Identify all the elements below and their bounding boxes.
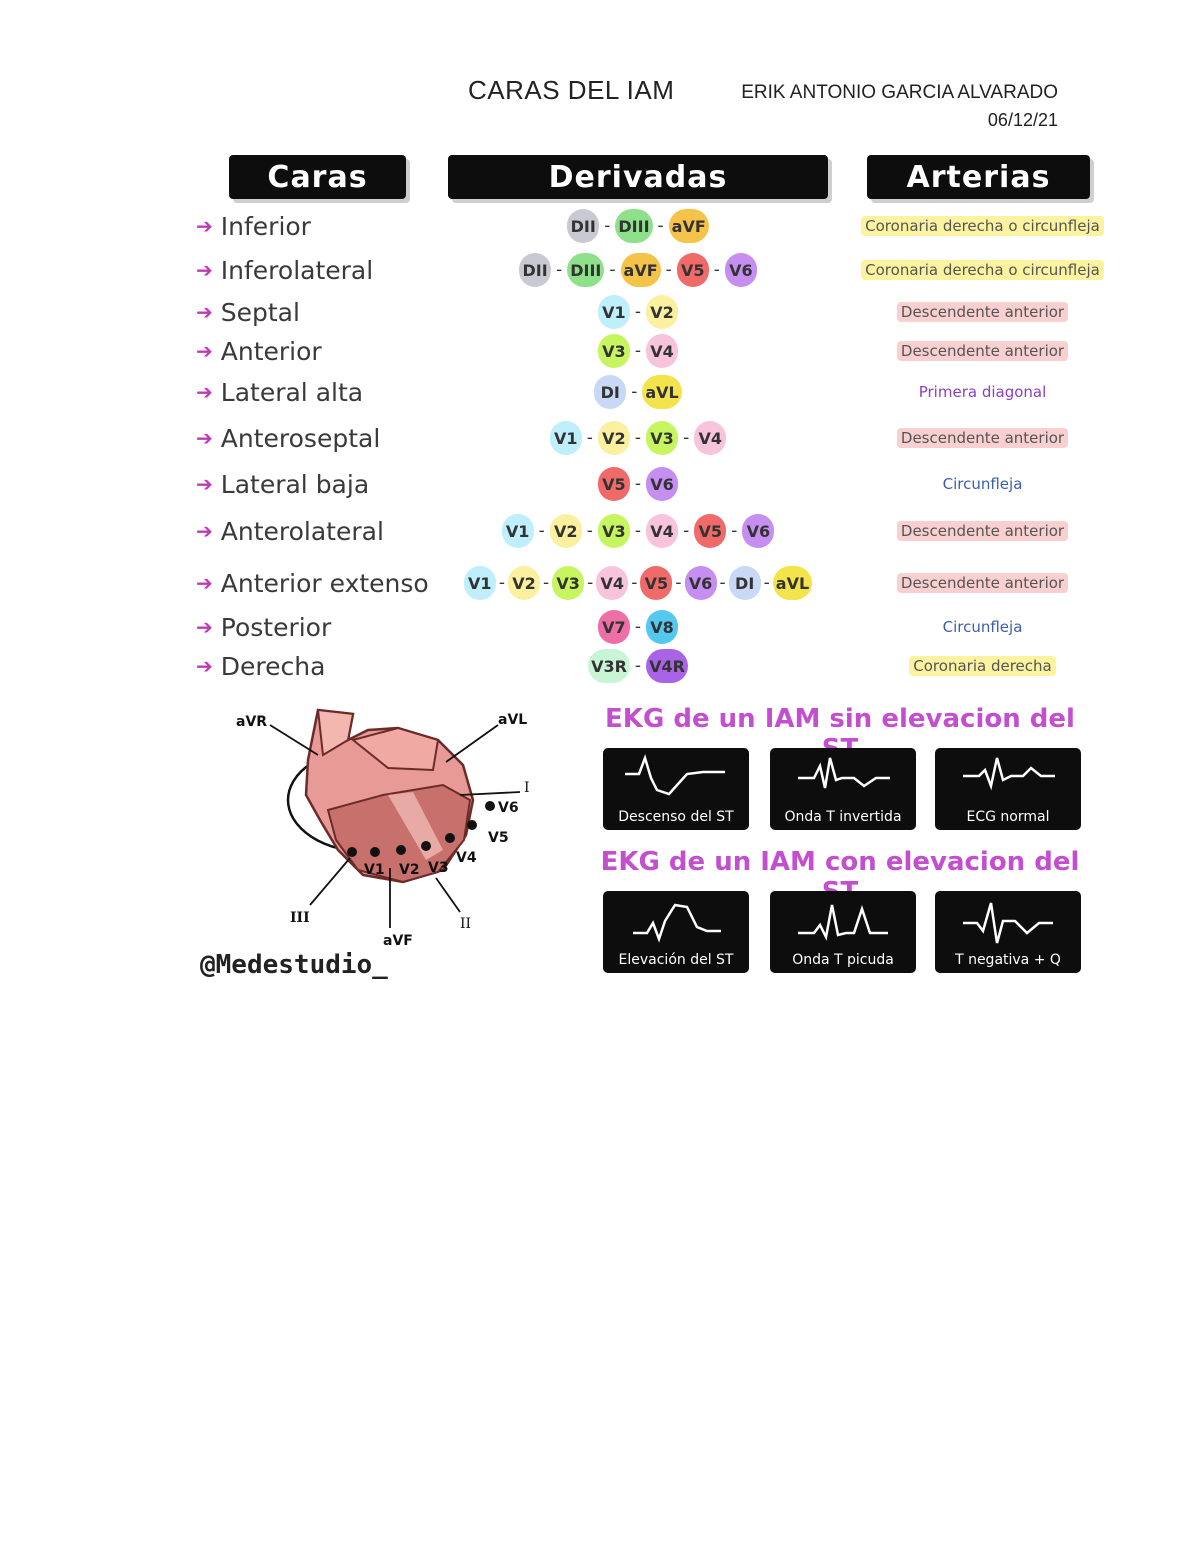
derivadas-cell xyxy=(448,292,828,332)
arrow-right-icon: ➔ xyxy=(196,654,213,678)
lead-badge: V4 xyxy=(596,566,628,600)
lead-separator: - xyxy=(634,302,642,322)
ekg-card-onda-t-picuda xyxy=(770,891,916,973)
arrow-right-icon: ➔ xyxy=(196,426,213,450)
lead-badge: V2 xyxy=(598,421,630,455)
cara-label: Inferolateral xyxy=(220,255,374,285)
lead-badge: aVL xyxy=(642,375,681,409)
arteria-cell xyxy=(845,206,1120,246)
lead-badge: V3R xyxy=(588,649,630,683)
table-row xyxy=(0,607,1200,647)
cara-cell xyxy=(196,418,380,458)
arrow-right-icon: ➔ xyxy=(196,380,213,404)
header-caras: Caras xyxy=(229,155,406,199)
arrow-right-icon: ➔ xyxy=(196,339,213,363)
label-v4: V4 xyxy=(456,850,477,866)
header-arterias: Arterias xyxy=(867,155,1090,199)
derivadas-cell xyxy=(448,372,828,412)
derivadas-cell xyxy=(448,250,828,290)
arrow-right-icon: ➔ xyxy=(196,472,213,496)
label-avr: aVR xyxy=(236,714,268,730)
derivadas-cell xyxy=(448,511,828,551)
ekg-con-elevacion-title: EKG de un IAM con elevacion del xyxy=(600,847,1080,877)
lead-badge: DIII xyxy=(615,209,652,243)
lead-separator: - xyxy=(604,216,611,236)
ekg-label: T negativa + Q xyxy=(955,952,1061,968)
ekg-card-descenso-st xyxy=(603,748,749,830)
cara-label: Anterolateral xyxy=(220,516,384,546)
cara-cell xyxy=(196,607,331,647)
derivadas-cell xyxy=(448,418,828,458)
ekg-card-ecg-normal xyxy=(935,748,1081,830)
arteria-label: Descendente anterior xyxy=(897,521,1068,541)
derivadas-cell xyxy=(448,331,828,371)
lead-badge: V1 xyxy=(550,421,582,455)
lead-separator: - xyxy=(763,573,770,593)
lead-badge: V6 xyxy=(725,253,757,287)
lead-badge: V2 xyxy=(550,514,582,548)
ekg-label: Onda T picuda xyxy=(792,952,894,968)
lead-separator: - xyxy=(683,521,690,541)
cara-label: Lateral alta xyxy=(220,377,364,407)
label-v5: V5 xyxy=(488,830,509,846)
label-avl: aVL xyxy=(498,712,528,728)
arteria-cell xyxy=(845,292,1120,332)
credit-handle: @Medestudio_ xyxy=(200,950,388,980)
lead-badge: V3 xyxy=(552,566,584,600)
lead-badge: V5 xyxy=(598,467,630,501)
arteria-label: Coronaria derecha o circunfleja xyxy=(861,216,1104,236)
lead-badge: V7 xyxy=(598,610,630,644)
cara-cell xyxy=(196,511,384,551)
arteria-cell xyxy=(845,563,1120,603)
ekg-label: ECG normal xyxy=(966,809,1050,825)
lead-separator: - xyxy=(631,573,638,593)
lead-separator: - xyxy=(634,521,642,541)
ekg-label: Descenso del ST xyxy=(618,809,734,825)
table-row xyxy=(0,206,1200,246)
ekg-label: Elevación del ST xyxy=(618,952,734,968)
lead-separator: - xyxy=(634,656,642,676)
ekg-card-t-negativa-q xyxy=(935,891,1081,973)
lead-badge: DI xyxy=(729,566,761,600)
arteria-label: Primera diagonal xyxy=(915,382,1051,402)
arteria-cell xyxy=(845,372,1120,412)
table-row xyxy=(0,464,1200,504)
cara-label: Anteroseptal xyxy=(220,423,381,453)
lead-badge: V8 xyxy=(646,610,678,644)
lead-badge: aVF xyxy=(621,253,661,287)
cara-cell xyxy=(196,292,300,332)
lead-badge: DI xyxy=(594,375,626,409)
lead-badge: V5 xyxy=(677,253,709,287)
arteria-cell xyxy=(845,250,1120,290)
table-row xyxy=(0,418,1200,458)
arrow-right-icon: ➔ xyxy=(196,519,213,543)
arrow-right-icon: ➔ xyxy=(196,571,213,595)
lead-badge: V3 xyxy=(646,421,678,455)
table-row xyxy=(0,372,1200,412)
lead-separator: - xyxy=(731,521,738,541)
arrow-right-icon: ➔ xyxy=(196,300,213,324)
label-v1: V1 xyxy=(364,862,385,878)
arteria-label: Circunfleja xyxy=(939,474,1027,494)
lead-badge: V2 xyxy=(646,295,678,329)
lead-separator: - xyxy=(631,382,638,402)
ekg-card-onda-t-invertida xyxy=(770,748,916,830)
label-iii: III xyxy=(290,910,310,926)
table-row xyxy=(0,250,1200,290)
ekg-sin-elevacion-title: EKG de un IAM sin elevacion del xyxy=(605,704,1075,734)
arteria-cell xyxy=(845,464,1120,504)
lead-badge: V1 xyxy=(464,566,496,600)
lead-badge: V6 xyxy=(646,467,678,501)
lead-separator: - xyxy=(586,521,593,541)
label-v3: V3 xyxy=(428,860,449,876)
cara-label: Posterior xyxy=(220,612,332,642)
cara-cell xyxy=(196,331,322,371)
lead-badge: aVF xyxy=(669,209,709,243)
arteria-label: Coronaria derecha xyxy=(909,656,1055,676)
lead-separator: - xyxy=(542,573,550,593)
lead-separator: - xyxy=(587,573,594,593)
lead-separator: - xyxy=(498,573,505,593)
label-ii: II xyxy=(460,916,472,932)
lead-badge: V3 xyxy=(598,334,630,368)
lead-badge: DII xyxy=(519,253,551,287)
cara-cell xyxy=(196,563,429,603)
lead-badge: V6 xyxy=(742,514,774,548)
cara-label: Lateral baja xyxy=(220,469,370,499)
arteria-cell xyxy=(845,646,1120,686)
cara-cell xyxy=(196,250,373,290)
cara-label: Derecha xyxy=(220,651,326,681)
arteria-label: Descendente anterior xyxy=(897,428,1068,448)
arteria-label: Descendente anterior xyxy=(897,302,1068,322)
lead-badge: V3 xyxy=(598,514,630,548)
arteria-label: Descendente anterior xyxy=(897,341,1068,361)
lead-badge: V6 xyxy=(685,566,717,600)
arteria-label: Descendente anterior xyxy=(897,573,1068,593)
lead-separator: - xyxy=(634,617,642,637)
table-row xyxy=(0,646,1200,686)
table-row xyxy=(0,292,1200,332)
lead-badge: aVL xyxy=(773,566,812,600)
label-i: I xyxy=(524,780,530,796)
cara-cell xyxy=(196,372,363,412)
lead-separator: - xyxy=(634,341,642,361)
label-v2: V2 xyxy=(399,862,420,878)
table-row xyxy=(0,511,1200,551)
lead-badge: V4R xyxy=(646,649,688,683)
label-v6: V6 xyxy=(498,800,519,816)
document-title: CARAS DEL IAM xyxy=(468,75,675,105)
cara-cell xyxy=(196,206,311,246)
header-derivadas: Derivadas xyxy=(448,155,828,199)
lead-badge: V4 xyxy=(646,334,678,368)
cara-cell xyxy=(196,464,369,504)
arrow-right-icon: ➔ xyxy=(196,214,213,238)
document-date: 06/12/21 xyxy=(987,110,1058,130)
lead-separator: - xyxy=(586,428,593,448)
lead-badge: V4 xyxy=(646,514,678,548)
lead-separator: - xyxy=(634,428,642,448)
arrow-right-icon: ➔ xyxy=(196,615,213,639)
label-avf: aVF xyxy=(383,933,413,949)
cara-label: Septal xyxy=(220,297,300,327)
lead-separator: - xyxy=(657,216,664,236)
ekg-card-elevacion-st xyxy=(603,891,749,973)
heart-illustration xyxy=(306,710,473,882)
cara-label: Anterior extenso xyxy=(220,568,429,598)
lead-badge: V4 xyxy=(694,421,726,455)
derivadas-cell xyxy=(448,206,828,246)
lead-badge: V1 xyxy=(502,514,534,548)
lead-separator: - xyxy=(719,573,726,593)
lead-separator: - xyxy=(538,521,545,541)
arteria-cell xyxy=(845,511,1120,551)
derivadas-cell xyxy=(448,646,828,686)
derivadas-cell xyxy=(448,563,828,603)
lead-badge: V2 xyxy=(508,566,540,600)
lead-badge: V5 xyxy=(694,514,726,548)
cara-label: Inferior xyxy=(220,211,311,241)
arrow-right-icon: ➔ xyxy=(196,258,213,282)
cara-label: Anterior xyxy=(220,336,322,366)
lead-separator: - xyxy=(665,260,672,280)
table-row xyxy=(0,563,1200,603)
lead-separator: - xyxy=(556,260,563,280)
lead-badge: DII xyxy=(567,209,599,243)
lead-badge: DIII xyxy=(567,253,604,287)
arteria-label: Coronaria derecha o circunfleja xyxy=(861,260,1104,280)
table-row xyxy=(0,331,1200,371)
lead-separator: - xyxy=(634,474,642,494)
lead-separator: - xyxy=(609,260,616,280)
cara-cell xyxy=(196,646,325,686)
derivadas-cell xyxy=(448,464,828,504)
lead-separator: - xyxy=(713,260,720,280)
lead-badge: V1 xyxy=(598,295,630,329)
lead-separator: - xyxy=(675,573,682,593)
author-name: ERIK ANTONIO GARCIA ALVARADO xyxy=(741,82,1058,103)
arteria-cell xyxy=(845,331,1120,371)
lead-badge: V5 xyxy=(640,566,672,600)
arteria-cell xyxy=(845,418,1120,458)
lead-separator: - xyxy=(683,428,690,448)
heart-leads-diagram xyxy=(198,700,558,950)
arteria-label: Circunfleja xyxy=(939,617,1027,637)
derivadas-cell xyxy=(448,607,828,647)
arteria-cell xyxy=(845,607,1120,647)
ekg-label: Onda T invertida xyxy=(784,809,902,825)
